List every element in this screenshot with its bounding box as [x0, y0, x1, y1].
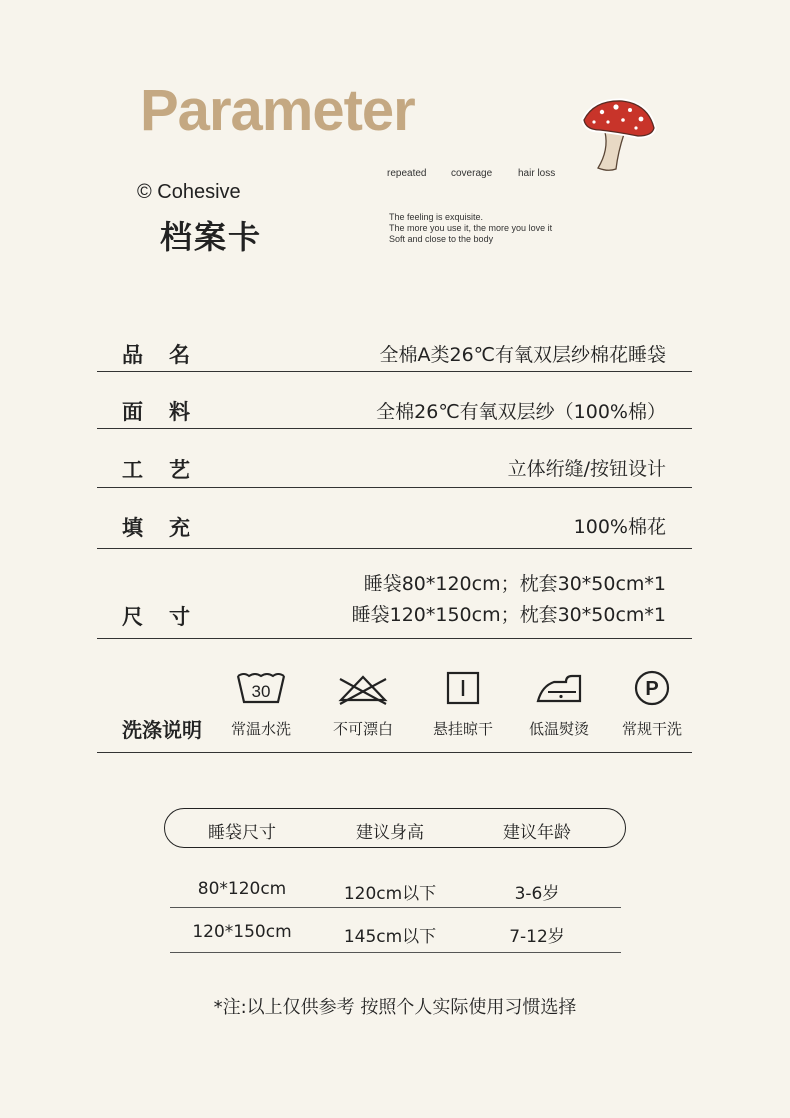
hang-dry-icon: [443, 670, 483, 706]
param-label: 品名: [122, 343, 216, 367]
param-row-filling: [97, 507, 692, 549]
wash-item: [318, 670, 408, 739]
tagline-line: The more you use it, the more you love it: [389, 223, 553, 233]
tagline-line: Soft and close to the body: [389, 234, 494, 244]
param-value: 睡袋120*150cm；枕套30*50cm*1: [351, 604, 666, 626]
param-value: 100%棉花: [573, 516, 666, 538]
param-value: 全棉A类26℃有氧双层纱棉花睡袋: [379, 344, 666, 366]
dry-clean-p-icon: [632, 670, 672, 706]
tagline-line: The feeling is exquisite.: [389, 212, 484, 222]
wash-label: 洗涤说明: [122, 718, 202, 742]
wash-item-label: 常温水洗: [230, 720, 291, 738]
size-table-header-cell: 建议身高: [356, 823, 424, 843]
size-table-cell: 3-6岁: [514, 884, 560, 904]
low-iron-icon: [532, 670, 586, 706]
size-table-cell: 7-12岁: [509, 927, 565, 947]
size-table-cell: 80*120cm: [197, 879, 287, 899]
divider: [97, 752, 692, 753]
wash-item-label: 低温熨烫: [528, 720, 589, 738]
size-table-cell: 120*150cm: [192, 922, 292, 942]
param-label: 面料: [122, 400, 216, 424]
param-row-size: [97, 565, 692, 639]
table-row-divider: [170, 952, 621, 953]
param-label: 工艺: [122, 458, 216, 482]
param-value: 睡袋80*120cm；枕套30*50cm*1: [363, 573, 666, 595]
param-value: 立体绗缝/按钮设计: [507, 458, 666, 480]
param-row-craft: [97, 448, 692, 488]
param-label: 尺寸: [122, 605, 216, 629]
page-title: Parameter: [140, 78, 415, 143]
do-not-bleach-icon: [336, 670, 390, 706]
tag-repeated: repeated: [387, 168, 427, 179]
param-row-name: [97, 333, 692, 372]
mushroom-icon: [578, 92, 660, 180]
table-row-divider: [170, 907, 621, 908]
size-table-cell: 145cm以下: [343, 927, 437, 947]
tag-hair-loss: hair loss: [518, 168, 556, 179]
wash-item: [607, 670, 697, 739]
wash-item-label: 不可漂白: [332, 720, 393, 738]
brand-name: © Cohesive: [137, 181, 241, 203]
wash-item: [514, 670, 604, 739]
wash-item-label: 悬挂晾干: [432, 720, 493, 738]
footnote: *注:以上仅供参考 按照个人实际使用习惯选择: [213, 997, 577, 1018]
svg-text:P: P: [645, 678, 659, 700]
size-table-header-cell: 睡袋尺寸: [208, 823, 276, 843]
svg-text:30: 30: [251, 682, 271, 701]
size-table-header-cell: 建议年龄: [503, 823, 571, 843]
tagline: [389, 212, 552, 245]
param-row-fabric: [97, 391, 692, 429]
tag-coverage: coverage: [451, 168, 493, 179]
wash-item: [418, 670, 508, 739]
param-value: 全棉26℃有氧双层纱（100%棉）: [376, 401, 666, 423]
size-table-cell: 120cm以下: [343, 884, 437, 904]
page-subtitle: 档案卡: [160, 218, 263, 256]
wash-30-icon: [235, 670, 287, 706]
wash-item: [216, 670, 306, 739]
wash-item-label: 常规干洗: [621, 720, 682, 738]
param-label: 填充: [122, 516, 216, 540]
